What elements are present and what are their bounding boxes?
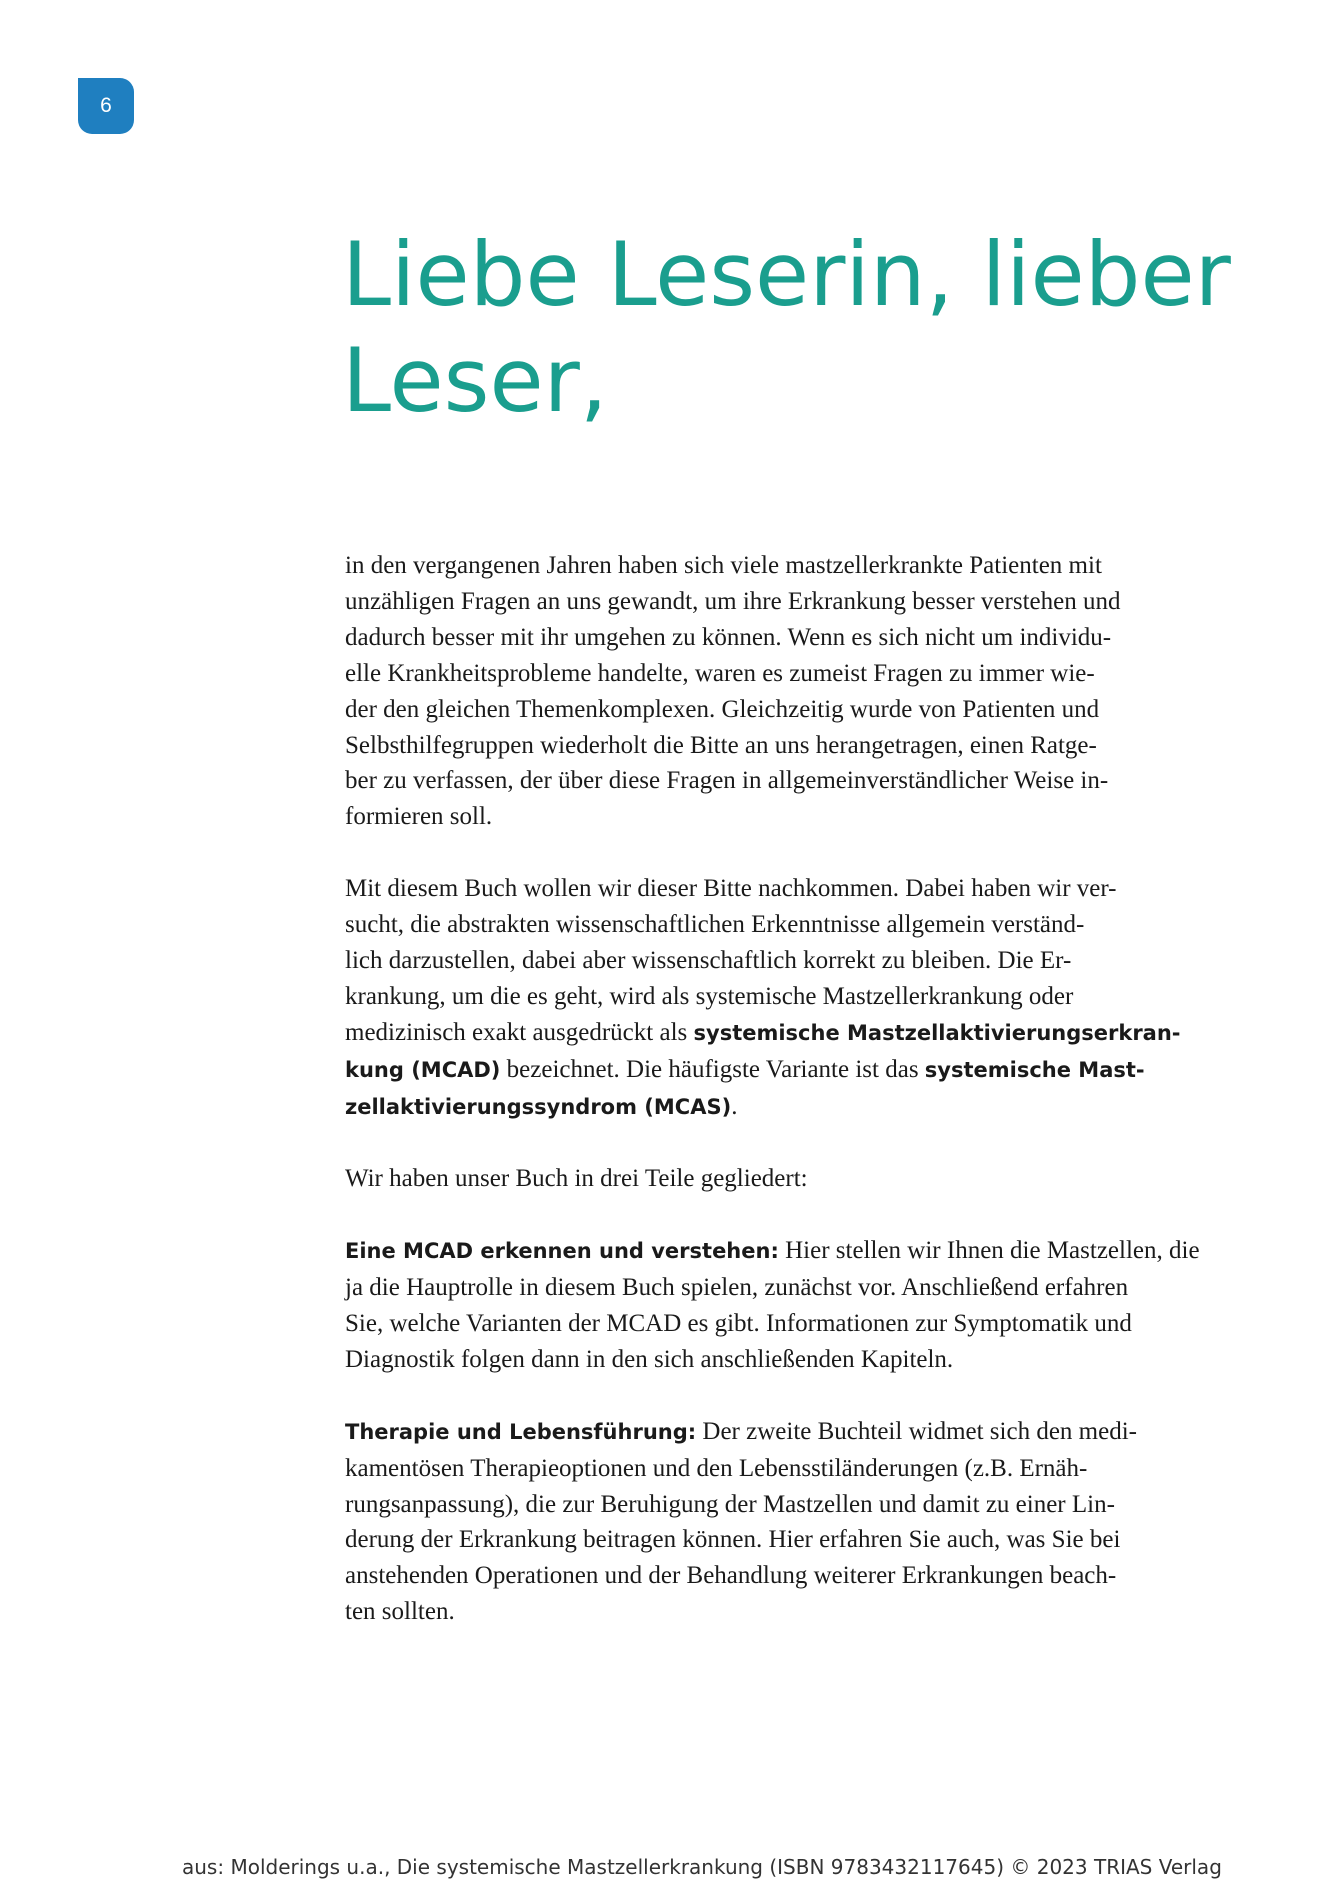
text-segment: Der zweite Buchteil widmet sich den medi- bbox=[696, 1417, 1137, 1445]
paragraph-purpose bbox=[345, 871, 1225, 1125]
bold-term: kung (MCAD) bbox=[345, 1057, 501, 1082]
text-line bbox=[345, 1052, 1225, 1089]
text-segment: medizinisch exakt ausgedrückt als bbox=[345, 1018, 694, 1046]
paragraph-structure bbox=[345, 1161, 1225, 1197]
bold-term: systemische Mast- bbox=[924, 1057, 1145, 1082]
text-line: in den vergangenen Jahren haben sich viele mastzellerkrankte Patienten mit bbox=[345, 552, 1102, 579]
paragraph-part-one bbox=[345, 1233, 1225, 1378]
paragraph-part-two bbox=[345, 1414, 1225, 1630]
page-number-badge bbox=[78, 78, 134, 134]
bold-term: zellaktivierungssyndrom (MCAS) bbox=[345, 1094, 732, 1119]
text-line: unzähligen Fragen an uns gewandt, um ihre Erkrankung besser verstehen und bbox=[345, 587, 1121, 615]
text-line bbox=[345, 1233, 1225, 1270]
text-line: Wir haben unser Buch in drei Teile gegliedert: bbox=[345, 1165, 808, 1193]
text-line: elle Krankheitsprobleme handelte, waren es zumeist Fragen zu immer wie- bbox=[345, 659, 1095, 687]
text-line: ja die Hauptrolle in diesem Buch spielen, zunächst vor. Anschließend erfahren bbox=[345, 1274, 1129, 1302]
text-line bbox=[345, 1015, 1225, 1052]
page-title bbox=[342, 222, 1302, 434]
text-line: Diagnostik folgen dann in den sich anschließenden Kapiteln. bbox=[345, 1345, 954, 1373]
bold-term: systemische Mastzellaktivierungserkran- bbox=[693, 1020, 1181, 1045]
text-line: formieren soll. bbox=[345, 803, 493, 831]
text-line: ber zu verfassen, der über diese Fragen in allgemeinverständlicher Weise in- bbox=[345, 767, 1109, 795]
text-line: der den gleichen Themenkomplexen. Gleichzeitig wurde von Patienten und bbox=[345, 695, 1100, 723]
text-line: sucht, die abstrakten wissenschaftlichen Erkenntnisse allgemein verständ- bbox=[345, 911, 1085, 939]
text-line: Selbsthilfegruppen wiederholt die Bitte an uns herangetragen, einen Ratge- bbox=[345, 731, 1097, 759]
text-line: rungsanpassung), die zur Beruhigung der Mastzellen und damit zu einer Lin- bbox=[345, 1490, 1115, 1518]
body-text bbox=[345, 548, 1225, 1666]
text-line: krankung, um die es geht, wird als systemische Mastzellerkrankung oder bbox=[345, 982, 1074, 1010]
text-line: dadurch besser mit ihr umgehen zu können. Wenn es sich nicht um individu- bbox=[345, 623, 1112, 651]
text-segment: . bbox=[731, 1092, 738, 1120]
text-line bbox=[345, 1089, 1225, 1126]
title-line-2: Leser, bbox=[342, 329, 608, 432]
text-segment: Hier stellen wir Ihnen die Mastzellen, die bbox=[778, 1237, 1200, 1265]
source-footer: aus: Molderings u.a., Die systemische Mastzellerkrankung (ISBN 9783432117645) © 2023 TRIAS Verlag bbox=[182, 1855, 1222, 1879]
section-heading: Eine MCAD erkennen und verstehen: bbox=[345, 1239, 779, 1264]
text-line: anstehenden Operationen und der Behandlung weiterer Erkrankungen beach- bbox=[345, 1562, 1117, 1590]
text-segment: bezeichnet. Die häufigste Variante ist das bbox=[500, 1055, 925, 1083]
paragraph-intro bbox=[345, 548, 1225, 835]
text-line: lich darzustellen, dabei aber wissenschaftlich korrekt zu bleiben. Die Er- bbox=[345, 946, 1072, 974]
text-line: kamentösen Therapieoptionen und den Lebensstiländerungen (z.B. Ernäh- bbox=[345, 1454, 1088, 1482]
text-line: Sie, welche Varianten der MCAD es gibt. Informationen zur Symptomatik und bbox=[345, 1309, 1132, 1337]
text-line bbox=[345, 1414, 1225, 1451]
text-line: ten sollten. bbox=[345, 1598, 455, 1626]
page-number: 6 bbox=[100, 94, 112, 117]
text-line: Mit diesem Buch wollen wir dieser Bitte nachkommen. Dabei haben wir ver- bbox=[345, 875, 1117, 903]
title-line-1: Liebe Leserin, lieber bbox=[342, 223, 1231, 326]
section-heading: Therapie und Lebensführung: bbox=[345, 1419, 697, 1444]
text-line: derung der Erkrankung beitragen können. Hier erfahren Sie auch, was Sie bei bbox=[345, 1526, 1121, 1554]
